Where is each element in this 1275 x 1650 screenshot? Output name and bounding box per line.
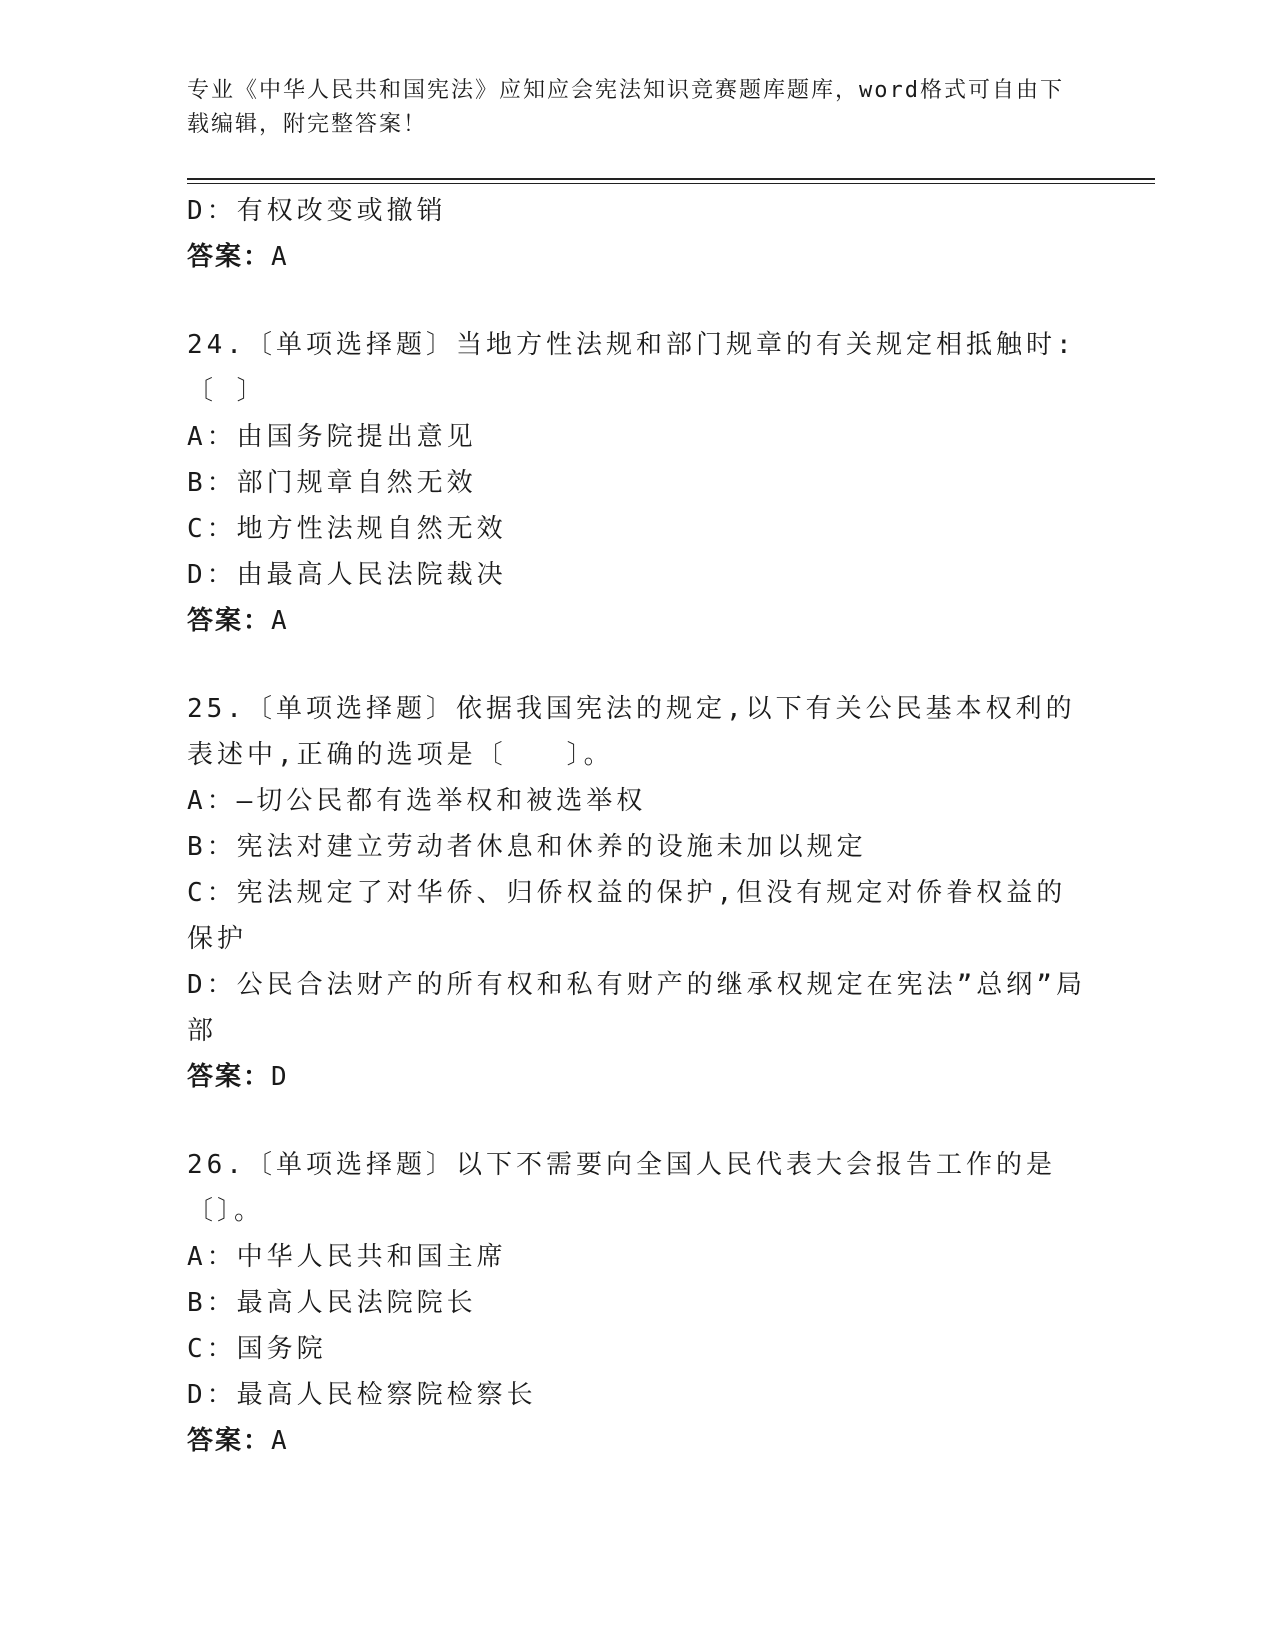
answer-value: A [271, 242, 289, 272]
option-d: D：最高人民检察院检察长 [187, 1380, 537, 1410]
answer-label: 答案： [187, 242, 272, 272]
answer-value: A [271, 1426, 289, 1456]
answer-label: 答案： [187, 606, 272, 636]
option-c: C：宪法规定了对华侨、归侨权益的保护,但没有规定对侨眷权益的保护 [187, 878, 1067, 954]
spacer [187, 280, 1087, 322]
question-25 [187, 686, 1087, 1100]
option-a: A：—切公民都有选举权和被选举权 [187, 786, 647, 816]
option-a: A：中华人民共和国主席 [187, 1242, 507, 1272]
spacer [187, 644, 1087, 686]
option-c: C：地方性法规自然无效 [187, 514, 507, 544]
option-a: A：由国务院提出意见 [187, 422, 477, 452]
answer-label: 答案： [187, 1426, 272, 1456]
option-d: D：公民合法财产的所有权和私有财产的继承权规定在宪法”总纲”局部 [187, 970, 1086, 1046]
question-fragment [187, 188, 1087, 280]
option-b: B：最高人民法院院长 [187, 1288, 477, 1318]
option-c: C：国务院 [187, 1334, 327, 1364]
option-d: D：有权改变或撤销 [187, 196, 447, 226]
answer-line [187, 234, 1087, 280]
question-24 [187, 322, 1087, 644]
question-stem: 25.〔单项选择题〕依据我国宪法的规定,以下有关公民基本权利的表述中,正确的选项是〔 〕。 [187, 694, 1076, 770]
question-26 [187, 1142, 1087, 1464]
answer-line [187, 1418, 1087, 1464]
header-divider-thin [187, 183, 1155, 184]
header-divider-thick [187, 178, 1155, 180]
option-b: B：宪法对建立劳动者休息和休养的设施未加以规定 [187, 832, 867, 862]
answer-label: 答案： [187, 1062, 272, 1092]
question-stem: 24.〔单项选择题〕当地方性法规和部门规章的有关规定相抵触时:〔 〕 [187, 330, 1076, 406]
question-list [187, 188, 1087, 1464]
answer-line [187, 1054, 1087, 1100]
option-d: D：由最高人民法院裁决 [187, 560, 507, 590]
answer-value: A [271, 606, 289, 636]
spacer [187, 1100, 1087, 1142]
document-header: 专业《中华人民共和国宪法》应知应会宪法知识竞赛题库题库，word格式可自由下载编辑，附完整答案！ [187, 78, 1064, 137]
answer-value: D [271, 1062, 289, 1092]
question-stem: 26.〔单项选择题〕以下不需要向全国人民代表大会报告工作的是〔〕。 [187, 1150, 1056, 1226]
answer-line [187, 598, 1087, 644]
option-b: B：部门规章自然无效 [187, 468, 477, 498]
